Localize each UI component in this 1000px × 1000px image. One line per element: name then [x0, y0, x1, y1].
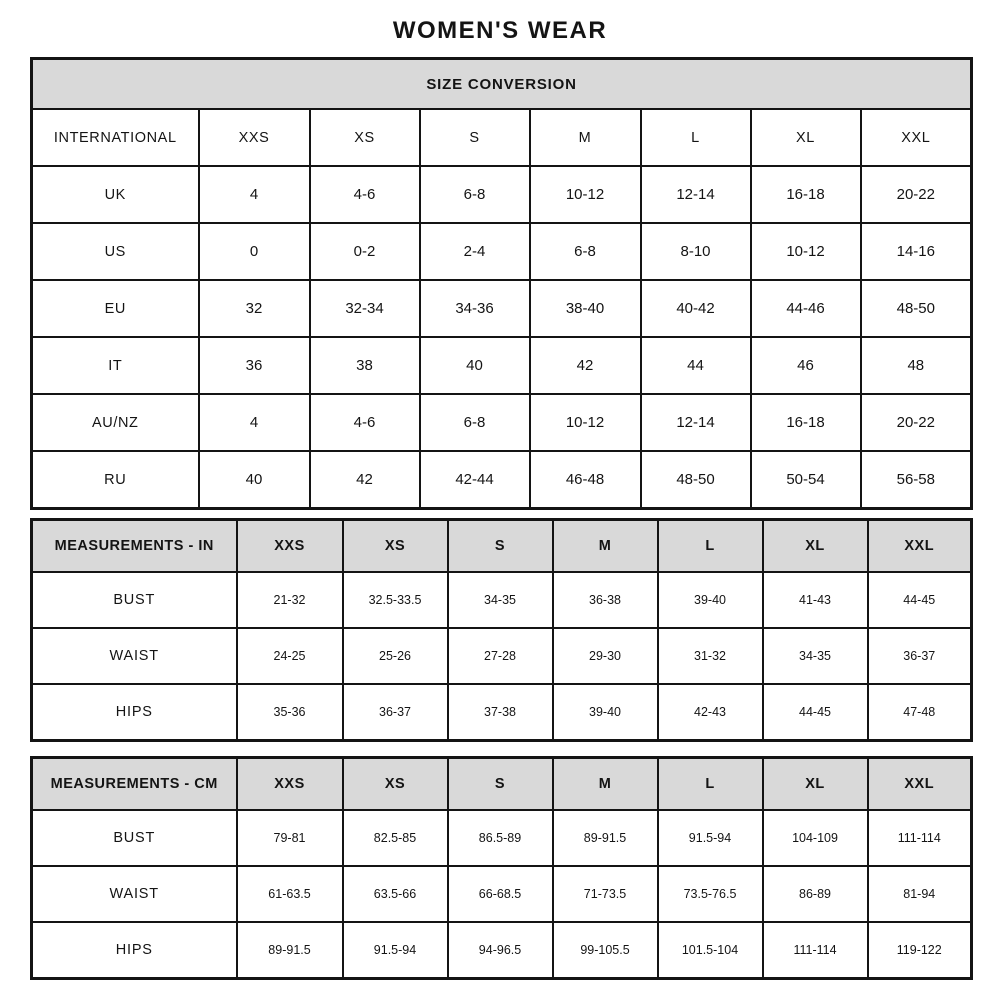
size-value: 12-14: [641, 394, 751, 451]
measurement-value: 35-36: [237, 684, 343, 741]
size-value: 32-34: [310, 280, 420, 337]
size-value: 8-10: [641, 223, 751, 280]
table-row-waist-in: [32, 628, 972, 684]
size-value: 4-6: [310, 394, 420, 451]
measurement-value: 34-35: [448, 572, 553, 628]
measurement-value: 119-122: [868, 922, 972, 979]
size-value: 42-44: [420, 451, 530, 509]
measurement-value: 63.5-66: [343, 866, 448, 922]
column-header-xs: XS: [343, 758, 448, 811]
row-label-it: IT: [32, 337, 199, 394]
measurement-value: 82.5-85: [343, 810, 448, 866]
size-value: 2-4: [420, 223, 530, 280]
size-value: 42: [310, 451, 420, 509]
row-label-hips: HIPS: [32, 684, 237, 741]
size-conversion-header-row: [32, 59, 972, 110]
table-row-ru: [32, 451, 972, 509]
measurement-value: 73.5-76.5: [658, 866, 763, 922]
measurement-value: 39-40: [658, 572, 763, 628]
size-value: 42: [530, 337, 641, 394]
measurement-value: 111-114: [868, 810, 972, 866]
row-label-aunz: AU/NZ: [32, 394, 199, 451]
column-header-xxl: XXL: [861, 109, 972, 166]
size-value: 40-42: [641, 280, 751, 337]
size-value: 32: [199, 280, 310, 337]
measurement-value: 34-35: [763, 628, 868, 684]
measurement-value: 61-63.5: [237, 866, 343, 922]
measurement-value: 89-91.5: [553, 810, 658, 866]
size-value: 20-22: [861, 394, 972, 451]
size-value: 4-6: [310, 166, 420, 223]
table-row-bust-cm: [32, 810, 972, 866]
size-value: 10-12: [751, 223, 861, 280]
row-label-us: US: [32, 223, 199, 280]
row-label-bust: BUST: [32, 810, 237, 866]
size-value: 20-22: [861, 166, 972, 223]
size-value: 56-58: [861, 451, 972, 509]
size-value: 4: [199, 394, 310, 451]
measurement-value: 29-30: [553, 628, 658, 684]
measurements-in-header-row: [32, 520, 972, 573]
size-value: 46: [751, 337, 861, 394]
table-row-hips-cm: [32, 922, 972, 979]
size-value: 6-8: [420, 166, 530, 223]
measurements-cm-title: MEASUREMENTS - CM: [32, 758, 237, 811]
measurement-value: 99-105.5: [553, 922, 658, 979]
measurement-value: 71-73.5: [553, 866, 658, 922]
size-value: 40: [420, 337, 530, 394]
size-value: 10-12: [530, 166, 641, 223]
table-row-uk: [32, 166, 972, 223]
table-row-bust-in: [32, 572, 972, 628]
row-label-bust: BUST: [32, 572, 237, 628]
size-value: 14-16: [861, 223, 972, 280]
table-row-us: [32, 223, 972, 280]
measurement-value: 25-26: [343, 628, 448, 684]
column-header-l: L: [641, 109, 751, 166]
size-guide-page: [30, 0, 970, 980]
measurement-value: 47-48: [868, 684, 972, 741]
measurement-value: 21-32: [237, 572, 343, 628]
column-header-xl: XL: [763, 520, 868, 573]
size-value: 38: [310, 337, 420, 394]
row-label-waist: WAIST: [32, 866, 237, 922]
measurement-value: 94-96.5: [448, 922, 553, 979]
size-value: 40: [199, 451, 310, 509]
size-value: 46-48: [530, 451, 641, 509]
measurement-value: 86-89: [763, 866, 868, 922]
measurement-value: 44-45: [763, 684, 868, 741]
measurement-value: 36-37: [868, 628, 972, 684]
size-value: 16-18: [751, 394, 861, 451]
column-header-l: L: [658, 520, 763, 573]
row-label-ru: RU: [32, 451, 199, 509]
column-header-xl: XL: [763, 758, 868, 811]
measurement-value: 32.5-33.5: [343, 572, 448, 628]
measurement-value: 101.5-104: [658, 922, 763, 979]
column-header-xxs: XXS: [199, 109, 310, 166]
measurement-value: 91.5-94: [658, 810, 763, 866]
column-header-s: S: [448, 520, 553, 573]
measurement-value: 44-45: [868, 572, 972, 628]
measurement-value: 41-43: [763, 572, 868, 628]
measurement-value: 66-68.5: [448, 866, 553, 922]
page-title: WOMEN'S WEAR: [392, 17, 608, 44]
row-label-waist: WAIST: [32, 628, 237, 684]
size-conversion-title: SIZE CONVERSION: [32, 59, 972, 110]
column-header-m: M: [553, 758, 658, 811]
measurement-value: 24-25: [237, 628, 343, 684]
measurement-value: 104-109: [763, 810, 868, 866]
size-value: 4: [199, 166, 310, 223]
measurement-value: 91.5-94: [343, 922, 448, 979]
size-value: 12-14: [641, 166, 751, 223]
column-header-xxs: XXS: [237, 758, 343, 811]
row-label-uk: UK: [32, 166, 199, 223]
measurement-value: 111-114: [763, 922, 868, 979]
measurements-cm-header-row: [32, 758, 972, 811]
size-value: 16-18: [751, 166, 861, 223]
size-value: 44-46: [751, 280, 861, 337]
size-value: 48-50: [641, 451, 751, 509]
column-header-m: M: [553, 520, 658, 573]
size-value: 6-8: [530, 223, 641, 280]
size-value: 6-8: [420, 394, 530, 451]
column-header-xl: XL: [751, 109, 861, 166]
size-value: 10-12: [530, 394, 641, 451]
table-row-eu: [32, 280, 972, 337]
measurement-value: 81-94: [868, 866, 972, 922]
size-value: 44: [641, 337, 751, 394]
size-value: 0: [199, 223, 310, 280]
measurement-value: 39-40: [553, 684, 658, 741]
column-header-xxl: XXL: [868, 520, 972, 573]
row-label-hips: HIPS: [32, 922, 237, 979]
row-label-eu: EU: [32, 280, 199, 337]
size-conversion-column-header-row: [32, 109, 972, 166]
measurement-value: 37-38: [448, 684, 553, 741]
column-header-l: L: [658, 758, 763, 811]
measurement-value: 79-81: [237, 810, 343, 866]
table-row-hips-in: [32, 684, 972, 741]
size-value: 34-36: [420, 280, 530, 337]
measurements-in-table: [30, 518, 973, 742]
column-header-s: S: [420, 109, 530, 166]
measurements-cm-table: [30, 756, 973, 980]
size-value: 38-40: [530, 280, 641, 337]
table-row-it: [32, 337, 972, 394]
measurement-value: 27-28: [448, 628, 553, 684]
measurement-value: 36-37: [343, 684, 448, 741]
measurement-value: 42-43: [658, 684, 763, 741]
column-header-international: INTERNATIONAL: [32, 109, 199, 166]
size-value: 50-54: [751, 451, 861, 509]
size-value: 48-50: [861, 280, 972, 337]
measurement-value: 31-32: [658, 628, 763, 684]
column-header-xxs: XXS: [237, 520, 343, 573]
measurement-value: 86.5-89: [448, 810, 553, 866]
column-header-xxl: XXL: [868, 758, 972, 811]
column-header-s: S: [448, 758, 553, 811]
column-header-xs: XS: [343, 520, 448, 573]
table-row-aunz: [32, 394, 972, 451]
column-header-xs: XS: [310, 109, 420, 166]
measurement-value: 36-38: [553, 572, 658, 628]
size-value: 48: [861, 337, 972, 394]
measurement-value: 89-91.5: [237, 922, 343, 979]
measurements-in-title: MEASUREMENTS - IN: [32, 520, 237, 573]
size-value: 36: [199, 337, 310, 394]
size-conversion-table: [30, 57, 973, 510]
table-row-waist-cm: [32, 866, 972, 922]
size-value: 0-2: [310, 223, 420, 280]
column-header-m: M: [530, 109, 641, 166]
